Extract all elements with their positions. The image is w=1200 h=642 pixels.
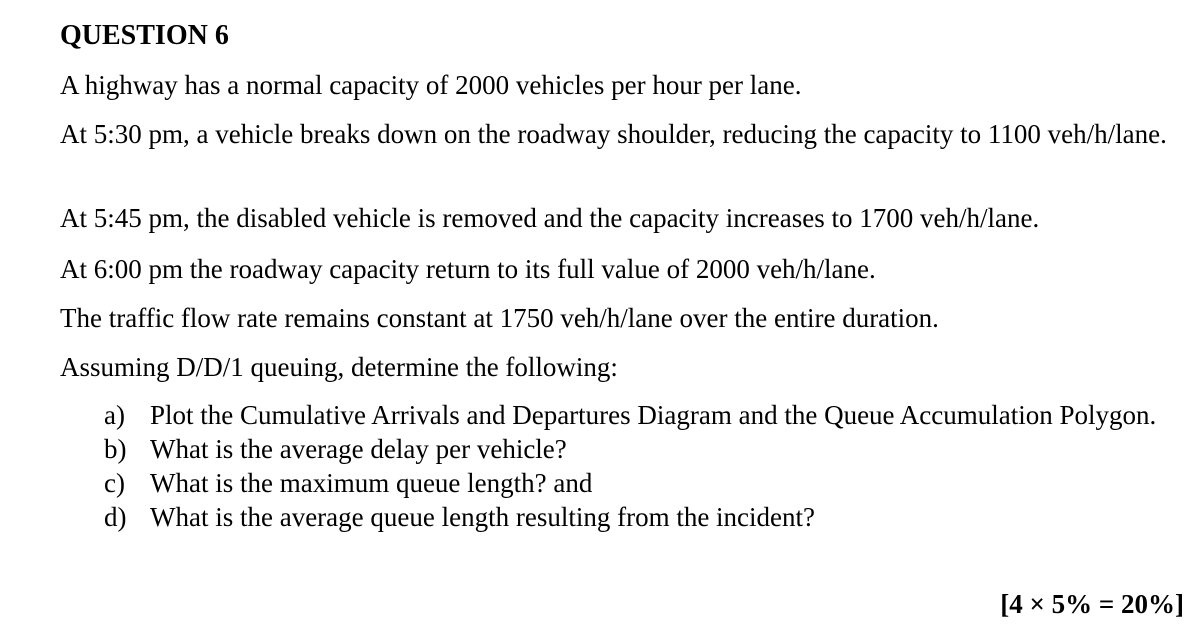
paragraph-breakdown: At 5:30 pm, a vehicle breaks down on the roadway shoulder, reducing the capacity to 1100 veh/h/lane. [60,119,1167,149]
list-item [104,398,1174,432]
question-title: QUESTION 6 [60,20,229,51]
list-item [104,500,1174,534]
list-item-marker: d) [104,502,127,532]
list-item-text: What is the maximum queue length? and [150,468,593,498]
list-item-marker: c) [104,468,125,498]
marks-allocation: [4 × 5% = 20%] [1000,589,1184,619]
list-item [104,432,1174,466]
paragraph-vehicle-removed: At 5:45 pm, the disabled vehicle is removed and the capacity increases to 1700 veh/h/lane. [60,203,1040,233]
list-item [104,466,1174,500]
paragraph-normal-capacity: A highway has a normal capacity of 2000 vehicles per hour per lane. [60,70,802,100]
paragraph-capacity-restored: At 6:00 pm the roadway capacity return to its full value of 2000 veh/h/lane. [60,254,876,284]
list-item-text: What is the average queue length resulting from the incident? [150,502,816,532]
list-item-text: Plot the Cumulative Arrivals and Departures Diagram and the Queue Accumulation Polygon. [150,400,1157,430]
list-item-text: What is the average delay per vehicle? [150,434,567,464]
sub-question-list [104,398,1174,534]
list-item-marker: b) [104,434,127,464]
paragraph-flow-rate: The traffic flow rate remains constant at 1750 veh/h/lane over the entire duration. [60,303,939,333]
paragraph-instructions: Assuming D/D/1 queuing, determine the following: [60,352,618,382]
list-item-marker: a) [104,400,125,430]
